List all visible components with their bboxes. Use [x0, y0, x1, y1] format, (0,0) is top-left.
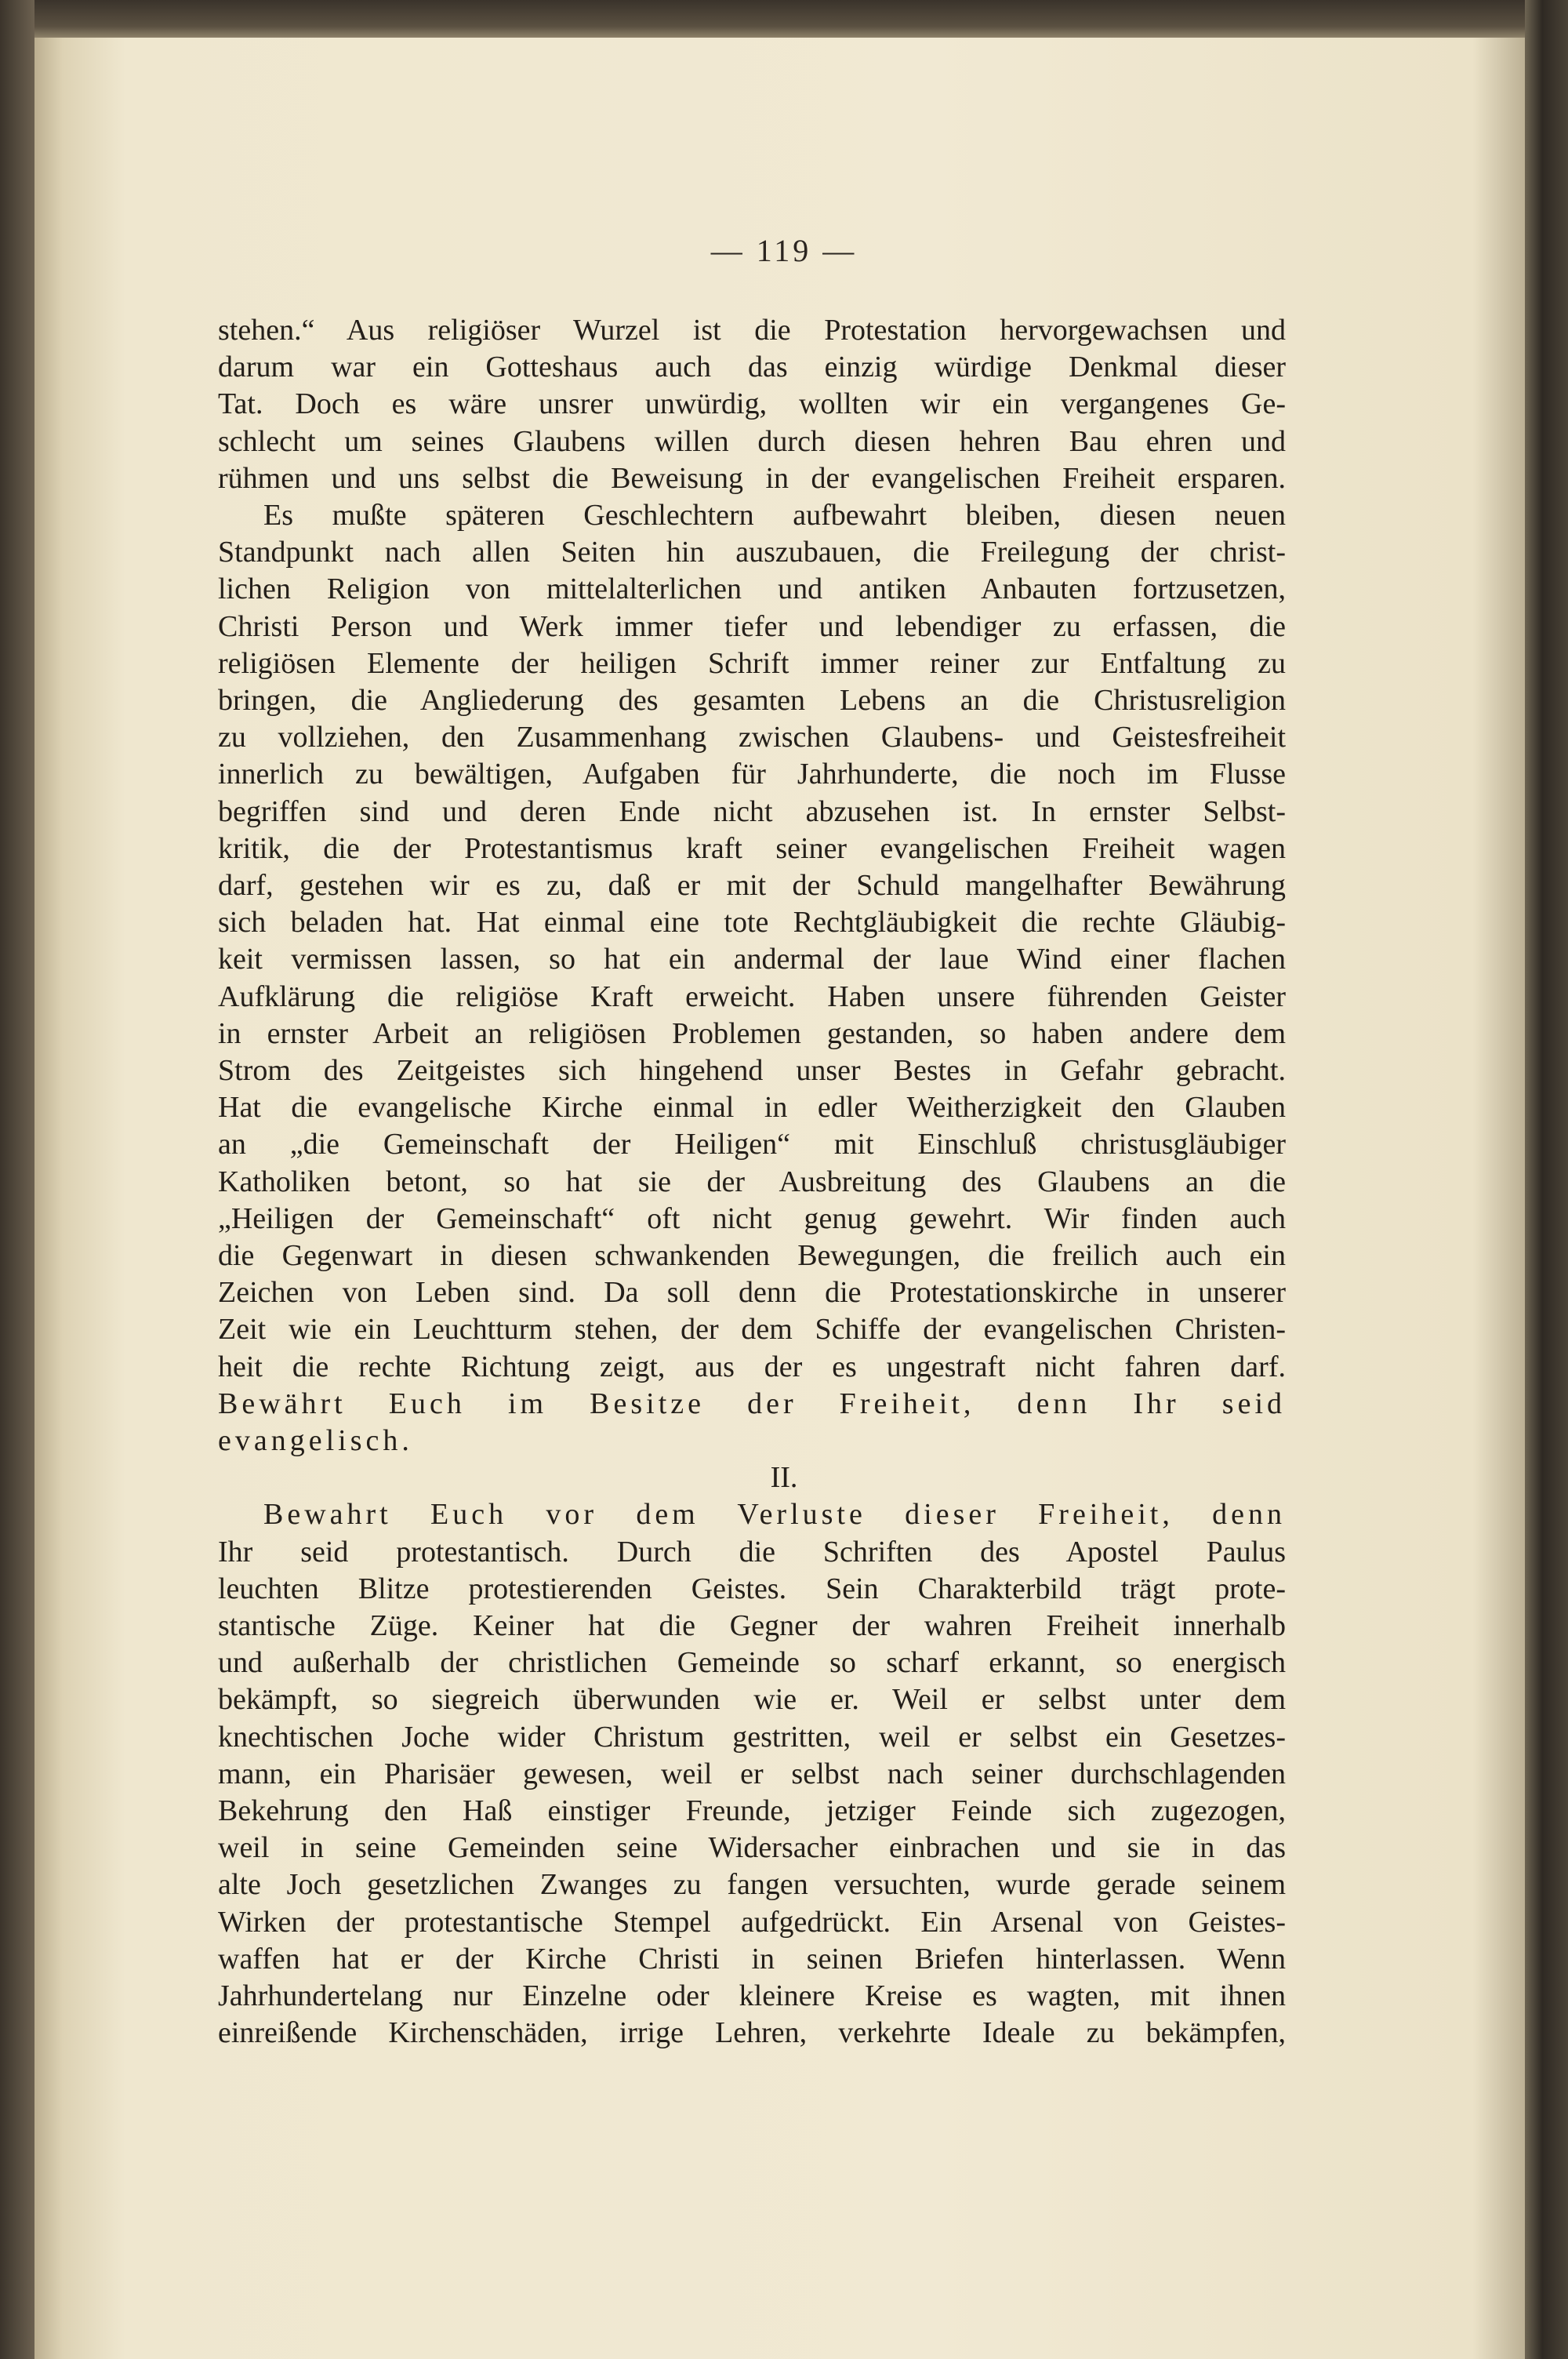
- text-line: Zeichen von Leben sind. Da soll denn die Protestationskirche in unserer: [218, 1276, 1286, 1310]
- text-line: rühmen und uns selbst die Beweisung in der evangelischen Freiheit ersparen.: [218, 461, 1286, 495]
- text-line: einreißende Kirchenschäden, irrige Lehren, verkehrte Ideale zu bekämpfen,: [218, 2016, 1286, 2050]
- text-line: religiösen Elemente der heiligen Schrift immer reiner zur Entfaltung zu: [218, 646, 1286, 680]
- text-line: die Gegenwart in diesen schwankenden Bewegungen, die freilich auch ein: [218, 1239, 1286, 1272]
- text-line: darf, gestehen wir es zu, daß er mit der Schuld mangelhafter Bewährung: [218, 869, 1286, 902]
- text-line: darum war ein Gotteshaus auch das einzig würdige Denkmal dieser: [218, 351, 1286, 384]
- text-line: Standpunkt nach allen Seiten hin auszubauen, die Freilegung der christ-: [218, 536, 1286, 569]
- text-line: keit vermissen lassen, so hat ein andermal der laue Wind einer flachen: [218, 943, 1286, 976]
- text-line: waffen hat er der Kirche Christi in seinen Briefen hinterlassen. Wenn: [218, 1942, 1286, 1976]
- text-line: evangelisch.: [218, 1424, 413, 1457]
- text-line: Wirken der protestantische Stempel aufgedrückt. Ein Arsenal von Geistes-: [218, 1905, 1286, 1939]
- page-number: — 119 —: [710, 233, 858, 268]
- text-line: begriffen sind und deren Ende nicht abzusehen ist. In ernster Selbst-: [218, 794, 1286, 828]
- scan-top-edge: [0, 0, 1568, 38]
- scan-right-edge: [1525, 0, 1568, 2359]
- text-line: Christi Person und Werk immer tiefer und lebendiger zu erfassen, die: [218, 609, 1286, 643]
- text-line: schlecht um seines Glaubens willen durch diesen hehren Bau ehren und: [218, 424, 1286, 458]
- text-line: heit die rechte Richtung zeigt, aus der es ungestraft nicht fahren darf.: [218, 1350, 1286, 1383]
- text-line: Katholiken betont, so hat sie der Ausbreitung des Glaubens an die: [218, 1165, 1286, 1198]
- text-line: knechtischen Joche wider Christum gestritten, weil er selbst ein Gesetzes-: [218, 1720, 1286, 1754]
- text-line: Bekehrung den Haß einstiger Freunde, jetziger Feinde sich zugezogen,: [218, 1794, 1286, 1827]
- text-line: zu vollziehen, den Zusammenhang zwischen Glaubens- und Geistesfreiheit: [218, 721, 1286, 754]
- scan-left-edge: [0, 0, 34, 2359]
- text-line: Tat. Doch es wäre unsrer unwürdig, wollten wir ein vergangenes Ge-: [218, 387, 1286, 421]
- text-line: Strom des Zeitgeistes sich hingehend unser Bestes in Gefahr gebracht.: [218, 1054, 1286, 1087]
- text-line: Es mußte späteren Geschlechtern aufbewahrt bleiben, diesen neuen: [263, 499, 1286, 532]
- text-line: Hat die evangelische Kirche einmal in edler Weitherzigkeit den Glauben: [218, 1091, 1286, 1125]
- text-line: lichen Religion von mittelalterlichen und antiken Anbauten fortzusetzen,: [218, 572, 1286, 606]
- text-line: Jahrhundertelang nur Einzelne oder kleinere Kreise es wagten, mit ihnen: [218, 1979, 1286, 2012]
- text-line: stantische Züge. Keiner hat die Gegner der wahren Freiheit innerhalb: [218, 1609, 1286, 1642]
- text-line: innerlich zu bewältigen, Aufgaben für Jahrhunderte, die noch im Flusse: [218, 758, 1286, 791]
- text-line: Bewahrt Euch vor dem Verluste dieser Freiheit, denn: [263, 1498, 1286, 1532]
- text-line: „Heiligen der Gemeinschaft“ oft nicht genug gewehrt. Wir finden auch: [218, 1201, 1286, 1235]
- text-line: Ihr seid protestantisch. Durch die Schriften des Apostel Paulus: [218, 1535, 1286, 1568]
- text-line: kritik, die der Protestantismus kraft seiner evangelischen Freiheit wagen: [218, 831, 1286, 865]
- text-line: bekämpft, so siegreich überwunden wie er. Weil er selbst unter dem: [218, 1683, 1286, 1717]
- text-line: in ernster Arbeit an religiösen Problemen gestanden, so haben andere dem: [218, 1016, 1286, 1050]
- text-line: Aufklärung die religiöse Kraft erweicht. Haben unsere führenden Geister: [218, 980, 1286, 1013]
- section-heading: II.: [770, 1461, 798, 1495]
- text-line: bringen, die Angliederung des gesamten Lebens an die Christusreligion: [218, 684, 1286, 717]
- text-line: und außerhalb der christlichen Gemeinde so scharf erkannt, so energisch: [218, 1646, 1286, 1680]
- text-line: Bewährt Euch im Besitze der Freiheit, denn Ihr seid: [218, 1387, 1286, 1420]
- text-line: Zeit wie ein Leuchtturm stehen, der dem Schiffe der evangelischen Christen-: [218, 1313, 1286, 1347]
- text-line: alte Joch gesetzlichen Zwanges zu fangen versuchten, wurde gerade seinem: [218, 1868, 1286, 1902]
- text-line: sich beladen hat. Hat einmal eine tote Rechtgläubigkeit die rechte Gläubig-: [218, 906, 1286, 940]
- text-line: stehen.“ Aus religiöser Wurzel ist die Protestation hervorgewachsen und: [218, 314, 1286, 347]
- text-line: weil in seine Gemeinden seine Widersacher einbrachen und sie in das: [218, 1831, 1286, 1865]
- text-line: leuchten Blitze protestierenden Geistes. Sein Charakterbild trägt prote-: [218, 1572, 1286, 1605]
- text-line: an „die Gemeinschaft der Heiligen“ mit Einschluß christusgläubiger: [218, 1128, 1286, 1161]
- text-line: mann, ein Pharisäer gewesen, weil er selbst nach seiner durchschlagenden: [218, 1757, 1286, 1790]
